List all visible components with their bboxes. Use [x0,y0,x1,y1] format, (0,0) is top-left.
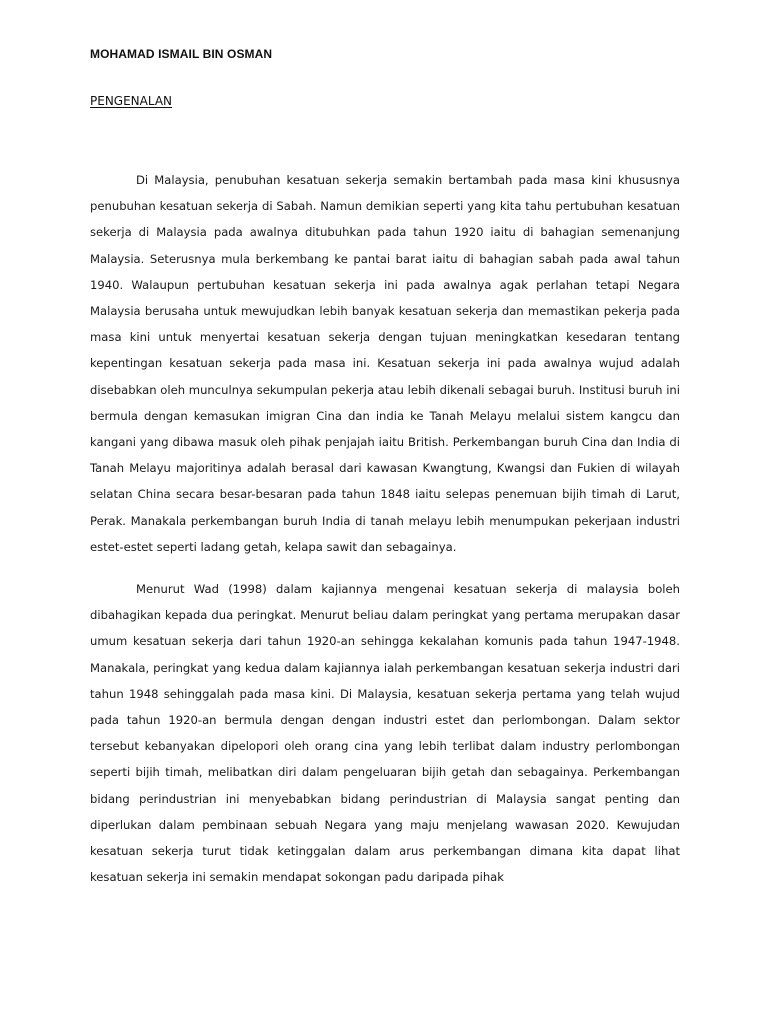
body-text [90,167,680,890]
paragraph-1: Di Malaysia, penubuhan kesatuan sekerja semakin bertambah pada masa kini khususnya penubuhan kesatuan sekerja di Sabah. Namun demikian seperti yang kita tahu pertubuhan kesatuan sekerja di Malaysia pada awalnya ditubuhkan pada tahun 1920 iaitu di bahagian semenanjung Malaysia. Seterusnya mula berkembang ke pantai barat iaitu di bahagian sabah pada awal tahun 1940. Walaupun pertubuhan kesatuan sekerja ini pada awalnya agak perlahan tetapi Negara Malaysia berusaha untuk mewujudkan lebih banyak kesatuan sekerja dan memastikan pekerja pada masa kini untuk menyertai kesatuan sekerja dengan tujuan meningkatkan kesedaran tentang kepentingan kesatuan sekerja pada masa ini. Kesatuan sekerja ini pada awalnya wujud adalah disebabkan oleh munculnya sekumpulan pekerja atau lebih dikenali sebagai buruh. Institusi buruh ini bermula dengan kemasukan imigran Cina dan india ke Tanah Melayu melalui sistem kangcu dan kangani yang dibawa masuk oleh pihak penjajah iaitu British. Perkembangan buruh Cina dan India di Tanah Melayu majoritinya adalah berasal dari kawasan Kwangtung, Kwangsi dan Fukien di wilayah selatan China secara besar-besaran pada tahun 1848 iaitu selepas penemuan bijih timah di Larut, Perak. Manakala perkembangan buruh India di tanah melayu lebih menumpukan pekerjaan industri estet-estet seperti ladang getah, kelapa sawit dan sebagainya. [90,173,680,554]
author-name: MOHAMAD ISMAIL BIN OSMAN [90,47,273,61]
section-heading: PENGENALAN [90,94,173,108]
paragraph-2: Menurut Wad (1998) dalam kajiannya mengenai kesatuan sekerja di malaysia boleh dibahagikan kepada dua peringkat. Menurut beliau dalam peringkat yang pertama merupakan dasar umum kesatuan sekerja dari tahun 1920-an sehingga kekalahan komunis pada tahun 1947-1948. Manakala, peringkat yang kedua dalam kajiannya ialah perkembangan kesatuan sekerja industri dari tahun 1948 sehinggalah pada masa kini. Di Malaysia, kesatuan sekerja pertama yang telah wujud pada tahun 1920-an bermula dengan dengan industri estet dan perlombongan. Dalam sektor tersebut kebanyakan dipelopori oleh orang cina yang lebih terlibat dalam industry perlombongan seperti bijih timah, melibatkan diri dalam pengeluaran bijih getah dan sebagainya. Perkembangan bidang perindustrian ini menyebabkan bidang perindustrian di Malaysia sangat penting dan diperlukan dalam pembinaan sebuah Negara yang maju menjelang wawasan 2020. Kewujudan kesatuan sekerja turut tidak ketinggalan dalam arus perkembangan dimana kita dapat lihat kesatuan sekerja ini semakin mendapat sokongan padu daripada pihak [90,582,680,885]
